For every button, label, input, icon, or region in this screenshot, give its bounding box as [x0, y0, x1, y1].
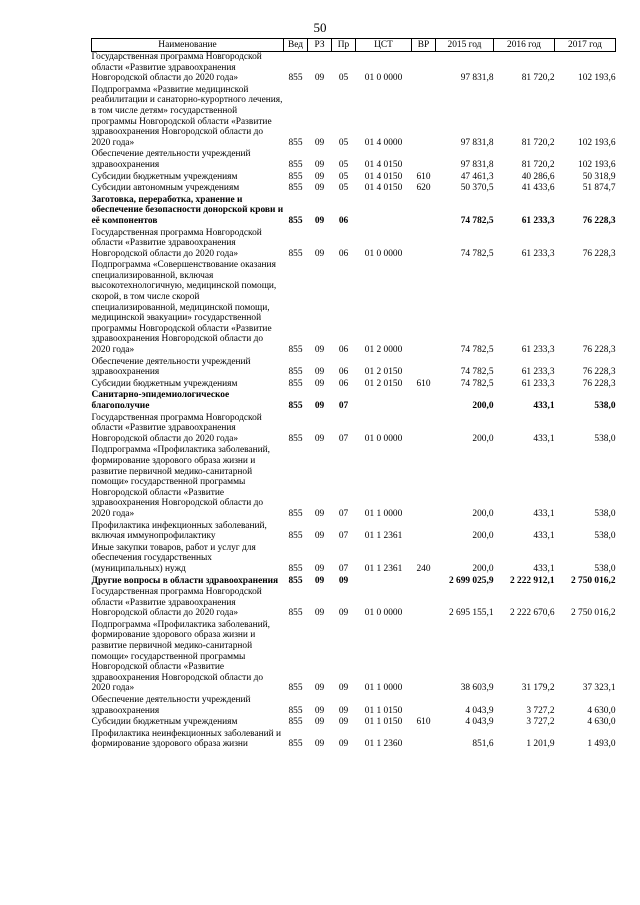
row-2017: 1 493,0 — [587, 739, 616, 750]
header-rz: РЗ — [308, 39, 332, 52]
table-row — [92, 195, 616, 228]
row-name: Подпрограмма «Совершенствование оказания специализированной, включая высокотехнологичную, медицинской помощи, скорой, в том числе скорой специализированной, медицинской помощи, медицинской эвакуации» государственной программы Новгородской области «Развитие здравоохранения Новгородской области до 2020 года» — [91, 260, 277, 356]
row-2016: 433,1 — [533, 531, 555, 542]
row-cst: 01 2 0000 — [364, 345, 403, 356]
row-rz: 09 — [314, 705, 325, 716]
table-row — [92, 357, 616, 379]
row-pr: 07 — [338, 401, 349, 411]
table-row — [92, 445, 616, 520]
row-2015: 74 782,5 — [460, 367, 494, 378]
row-rz: 09 — [314, 563, 325, 574]
row-rz: 09 — [314, 739, 325, 750]
row-vr — [412, 195, 436, 228]
row-2015: 74 782,5 — [460, 248, 494, 259]
row-pr: 09 — [338, 717, 349, 728]
row-rz: 09 — [314, 575, 325, 586]
row-ved: 855 — [288, 563, 303, 574]
row-2017: 102 193,6 — [578, 73, 616, 84]
row-cst: 01 4 0150 — [364, 159, 403, 170]
table-row — [92, 576, 616, 588]
row-2016: 3 727,2 — [526, 717, 555, 728]
row-rz: 09 — [314, 378, 325, 389]
row-2015: 74 782,5 — [460, 345, 494, 356]
row-pr: 06 — [338, 378, 349, 389]
row-pr: 06 — [338, 367, 349, 378]
row-ved: 855 — [288, 575, 303, 586]
row-name: Субсидии бюджетным учреждениям — [91, 171, 238, 182]
row-rz: 09 — [314, 137, 325, 148]
budget-table — [91, 38, 616, 751]
row-2017: 76 228,3 — [582, 248, 616, 259]
row-ved: 855 — [288, 531, 303, 542]
row-pr: 06 — [338, 248, 349, 259]
row-pr: 09 — [338, 683, 349, 694]
row-vr — [412, 260, 436, 356]
row-2015: 97 831,8 — [460, 159, 494, 170]
table-row — [92, 260, 616, 356]
row-2017: 76 228,3 — [582, 378, 616, 389]
row-cst: 01 4 0000 — [364, 137, 403, 148]
row-2016: 433,1 — [533, 401, 555, 411]
row-name: Обеспечение деятельности учреждений здравоохранения — [91, 149, 251, 170]
row-2016: 433,1 — [533, 508, 555, 519]
row-2017: 50 318,9 — [582, 171, 616, 182]
row-vr: 610 — [416, 378, 431, 389]
row-2017: 2 750 016,2 — [570, 575, 616, 586]
row-2016: 41 433,6 — [521, 183, 555, 194]
row-2016: 40 286,6 — [521, 171, 555, 182]
header-pr: Пр — [332, 39, 356, 52]
row-2015: 200,0 — [472, 563, 494, 574]
row-2016: 61 233,3 — [521, 248, 555, 259]
row-cst — [356, 390, 412, 412]
header-2017: 2017 год — [555, 39, 616, 52]
table-row — [92, 695, 616, 717]
row-ved: 855 — [288, 378, 303, 389]
row-vr — [412, 228, 436, 261]
row-2016: 61 233,3 — [521, 345, 555, 356]
row-2015: 851,6 — [472, 739, 494, 750]
row-2016: 1 201,9 — [526, 739, 555, 750]
row-2016: 3 727,2 — [526, 705, 555, 716]
table-row — [92, 183, 616, 195]
row-name: Заготовка, переработка, хранение и обеспечение безопасности донорской крови и её компонентов — [91, 194, 284, 226]
row-vr — [412, 587, 436, 620]
row-2015: 38 603,9 — [460, 683, 494, 694]
row-2016: 81 720,2 — [521, 159, 555, 170]
row-rz: 09 — [314, 183, 325, 194]
header-name: Наименование — [92, 39, 284, 52]
row-vr — [412, 521, 436, 543]
table-row — [92, 521, 616, 543]
table-row — [92, 85, 616, 150]
row-name: Подпрограмма «Профилактика заболеваний, формирование здорового образа жизни и развитие первичной медико-санитарной помощи» государственной программы Новгородской области «Развитие здравоохранения Новгородской области до 2020 года» — [91, 619, 270, 694]
row-2017: 538,0 — [594, 563, 616, 574]
row-2015: 50 370,5 — [460, 183, 494, 194]
header-2015: 2015 год — [436, 39, 494, 52]
row-2017: 538,0 — [594, 531, 616, 542]
row-pr: 09 — [338, 608, 349, 619]
row-rz: 09 — [314, 73, 325, 84]
row-vr — [412, 445, 436, 520]
row-2017: 76 228,3 — [582, 345, 616, 356]
row-vr: 610 — [416, 717, 431, 728]
row-rz: 09 — [314, 608, 325, 619]
row-2017: 37 323,1 — [582, 683, 616, 694]
row-ved: 855 — [288, 401, 303, 411]
row-name: Государственная программа Новгородской области «Развитие здравоохранения Новгородской области до 2020 года» — [91, 52, 262, 84]
row-2017: 538,0 — [594, 433, 616, 444]
row-2017: 538,0 — [594, 401, 616, 411]
row-ved: 855 — [288, 433, 303, 444]
row-2016: 81 720,2 — [521, 73, 555, 84]
row-name: Субсидии бюджетным учреждениям — [91, 378, 238, 389]
row-2016: 61 233,3 — [521, 215, 555, 226]
table-row — [92, 587, 616, 620]
row-name: Обеспечение деятельности учреждений здравоохранения — [91, 695, 251, 716]
row-pr: 07 — [338, 531, 349, 542]
row-vr — [412, 695, 436, 717]
header-cst: ЦСТ — [356, 39, 412, 52]
row-rz: 09 — [314, 215, 325, 226]
row-pr: 05 — [338, 183, 349, 194]
row-cst: 01 1 2361 — [364, 563, 403, 574]
row-2015: 2 699 025,9 — [448, 575, 494, 586]
row-ved: 855 — [288, 248, 303, 259]
table-row — [92, 620, 616, 695]
row-2017: 538,0 — [594, 508, 616, 519]
row-ved: 855 — [288, 137, 303, 148]
row-rz: 09 — [314, 248, 325, 259]
row-vr: 610 — [416, 171, 431, 182]
row-2015: 47 461,3 — [460, 171, 494, 182]
row-2016: 2 222 912,1 — [509, 575, 555, 586]
row-pr: 05 — [338, 159, 349, 170]
row-rz: 09 — [314, 159, 325, 170]
row-2015: 2 695 155,1 — [448, 608, 494, 619]
row-vr — [412, 729, 436, 751]
row-name: Государственная программа Новгородской области «Развитие здравоохранения Новгородской области до 2020 года» — [91, 412, 262, 444]
row-rz: 09 — [314, 508, 325, 519]
row-2017: 102 193,6 — [578, 137, 616, 148]
table-row — [92, 717, 616, 729]
row-name: Подпрограмма «Профилактика заболеваний, формирование здорового образа жизни и развитие первичной медико-санитарной помощи» государственной программы Новгородской области «Развитие здравоохранения Новгородской области до 2020 года» — [91, 445, 270, 519]
row-2016: 81 720,2 — [521, 137, 555, 148]
header-vr: ВР — [412, 39, 436, 52]
row-rz: 09 — [314, 717, 325, 728]
row-name: Иные закупки товаров, работ и услуг для обеспечения государственных (муниципальных) нужд — [91, 542, 256, 574]
row-vr — [412, 52, 436, 85]
table-row — [92, 413, 616, 446]
row-ved: 855 — [288, 739, 303, 750]
row-2015: 200,0 — [472, 508, 494, 519]
table-header-row — [92, 39, 616, 52]
row-vr — [412, 390, 436, 412]
row-ved: 855 — [288, 508, 303, 519]
row-2015: 74 782,5 — [460, 378, 494, 389]
row-vr: 620 — [416, 183, 431, 194]
row-pr: 07 — [338, 508, 349, 519]
row-2016: 61 233,3 — [521, 367, 555, 378]
row-2015: 200,0 — [472, 433, 494, 444]
row-cst: 01 1 0150 — [364, 705, 403, 716]
row-2017: 51 874,7 — [582, 183, 616, 194]
row-pr: 05 — [338, 73, 349, 84]
row-vr: 240 — [416, 563, 431, 574]
table-row — [92, 149, 616, 171]
row-name: Субсидии автономным учреждениям — [91, 183, 240, 194]
row-2015: 74 782,5 — [460, 215, 494, 226]
row-2015: 97 831,8 — [460, 137, 494, 148]
page-number: 50 — [313, 20, 327, 35]
row-cst: 01 0 0000 — [364, 73, 403, 84]
row-name: Государственная программа Новгородской области «Развитие здравоохранения Новгородской области до 2020 года» — [91, 587, 262, 619]
row-cst: 01 1 0150 — [364, 717, 403, 728]
row-cst: 01 2 0150 — [364, 378, 403, 389]
row-ved: 855 — [288, 705, 303, 716]
row-rz: 09 — [314, 171, 325, 182]
row-ved: 855 — [288, 171, 303, 182]
row-pr: 07 — [338, 563, 349, 574]
row-cst: 01 1 2361 — [364, 531, 403, 542]
row-vr — [412, 85, 436, 150]
row-2016: 61 233,3 — [521, 378, 555, 389]
row-2015: 97 831,8 — [460, 73, 494, 84]
row-name: Подпрограмма «Развитие медицинской реабилитации и санаторно-курортного лечения, в том числе детям» государственной программы Новгородской области «Развитие здравоохранения Новгородской области до 2020 года» — [91, 84, 283, 148]
row-2015: 200,0 — [472, 401, 494, 411]
row-ved: 855 — [288, 683, 303, 694]
row-2016: 2 222 670,6 — [509, 608, 555, 619]
row-ved: 855 — [288, 367, 303, 378]
row-ved: 855 — [288, 345, 303, 356]
row-2015: 200,0 — [472, 531, 494, 542]
row-name: Санитарно-эпидемиологическое благополучие — [91, 390, 230, 411]
row-name: Другие вопросы в области здравоохранения — [91, 575, 279, 586]
row-name: Субсидии бюджетным учреждениям — [91, 717, 238, 728]
row-ved: 855 — [288, 608, 303, 619]
row-2016: 433,1 — [533, 433, 555, 444]
header-ved: Вед — [284, 39, 308, 52]
row-2017: 2 750 016,2 — [570, 608, 616, 619]
row-cst: 01 4 0150 — [364, 171, 403, 182]
row-pr: 06 — [338, 345, 349, 356]
row-cst: 01 0 0000 — [364, 248, 403, 259]
row-vr — [412, 149, 436, 171]
table-row — [92, 172, 616, 184]
row-rz: 09 — [314, 367, 325, 378]
row-pr: 06 — [338, 215, 349, 226]
row-vr — [412, 620, 436, 695]
row-2016: 31 179,2 — [521, 683, 555, 694]
row-cst: 01 2 0150 — [364, 367, 403, 378]
table-row — [92, 379, 616, 391]
row-ved: 855 — [288, 215, 303, 226]
row-cst: 01 1 0000 — [364, 508, 403, 519]
row-rz: 09 — [314, 531, 325, 542]
row-cst: 01 0 0000 — [364, 433, 403, 444]
row-rz: 09 — [314, 345, 325, 356]
table-row — [92, 543, 616, 576]
row-cst: 01 1 2360 — [364, 739, 403, 750]
row-pr: 09 — [338, 575, 349, 586]
row-name: Государственная программа Новгородской области «Развитие здравоохранения Новгородской области до 2020 года» — [91, 227, 262, 259]
row-pr: 09 — [338, 739, 349, 750]
table-row — [92, 52, 616, 85]
row-name: Обеспечение деятельности учреждений здравоохранения — [91, 356, 251, 378]
row-name: Профилактика неинфекционных заболеваний и формирование здорового образа жизни — [91, 728, 282, 750]
row-vr — [412, 576, 436, 588]
row-2017: 76 228,3 — [582, 215, 616, 226]
row-2017: 102 193,6 — [578, 159, 616, 170]
header-2016: 2016 год — [494, 39, 555, 52]
row-cst: 01 4 0150 — [364, 183, 403, 194]
row-ved: 855 — [288, 183, 303, 194]
row-pr: 05 — [338, 137, 349, 148]
row-pr: 09 — [338, 705, 349, 716]
row-rz: 09 — [314, 401, 325, 411]
row-2017: 76 228,3 — [582, 367, 616, 378]
row-2016: 433,1 — [533, 563, 555, 574]
row-rz: 09 — [314, 433, 325, 444]
row-vr — [412, 357, 436, 379]
row-cst — [356, 576, 412, 588]
row-name: Профилактика инфекционных заболеваний, включая иммунопрофилактику — [91, 520, 267, 542]
row-ved: 855 — [288, 159, 303, 170]
row-cst — [356, 195, 412, 228]
row-pr: 05 — [338, 171, 349, 182]
row-pr: 07 — [338, 433, 349, 444]
row-2017: 4 630,0 — [587, 705, 616, 716]
row-2017: 4 630,0 — [587, 717, 616, 728]
table-row — [92, 228, 616, 261]
row-rz: 09 — [314, 683, 325, 694]
row-cst: 01 0 0000 — [364, 608, 403, 619]
row-vr — [412, 413, 436, 446]
row-cst: 01 1 0000 — [364, 683, 403, 694]
table-row — [92, 729, 616, 751]
row-2015: 4 043,9 — [465, 705, 494, 716]
row-ved: 855 — [288, 73, 303, 84]
row-2015: 4 043,9 — [465, 717, 494, 728]
row-ved: 855 — [288, 717, 303, 728]
table-row — [92, 390, 616, 412]
